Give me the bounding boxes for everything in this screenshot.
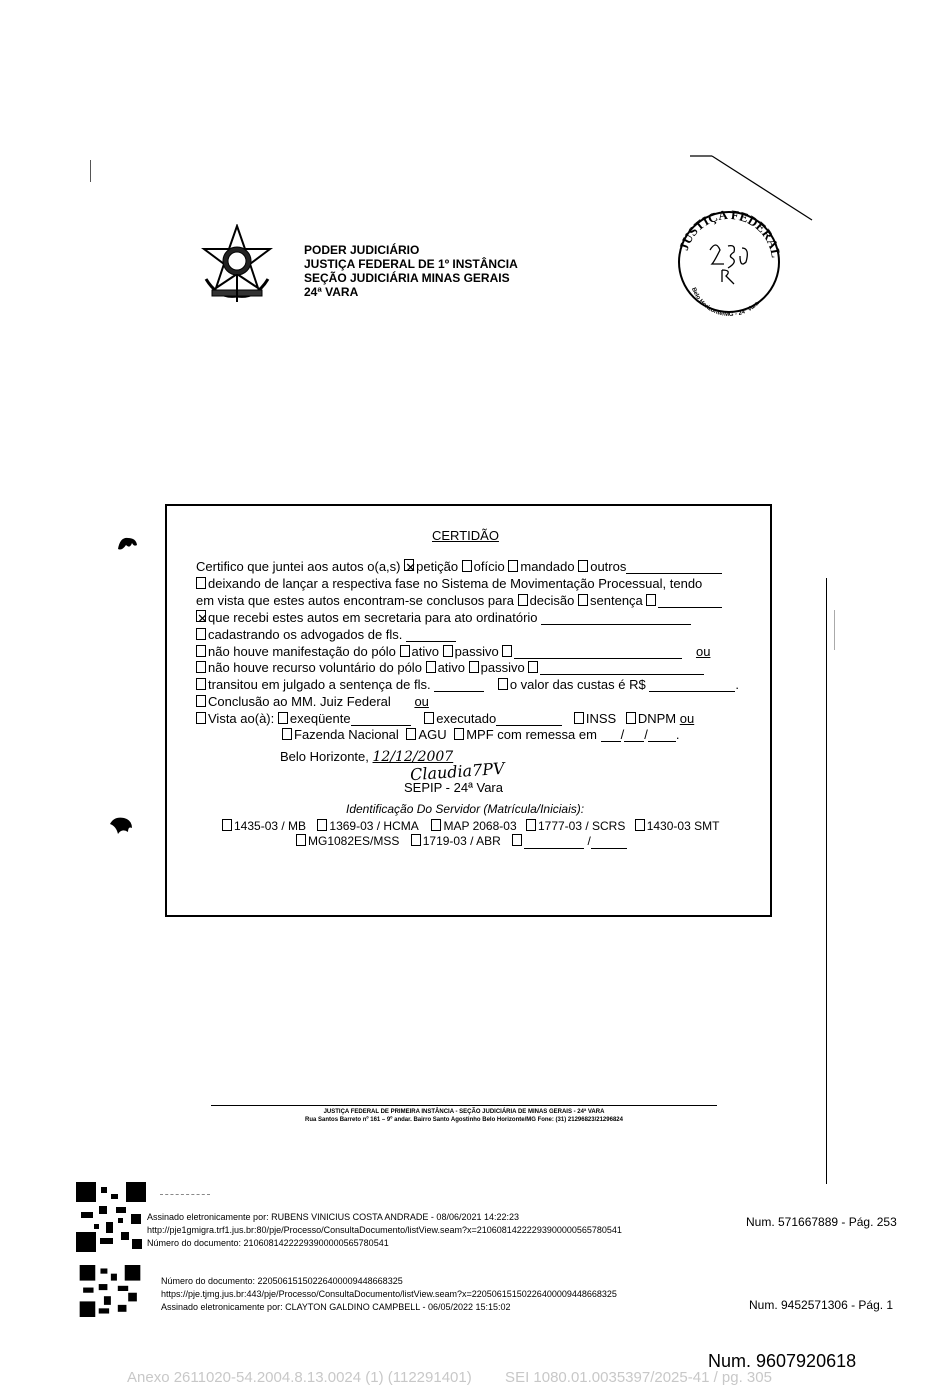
- sig2-line-3: Assinado eletronicamente por: CLAYTON GALDINO CAMPBELL - 06/05/2022 15:15:02: [161, 1302, 511, 1312]
- sig1-page-number: Num. 571667889 - Pág. 253: [746, 1215, 897, 1229]
- footer-rule: [211, 1105, 717, 1106]
- checkbox-ato-ordinatorio[interactable]: ✕: [197, 611, 208, 626]
- ou-label: ou: [695, 644, 711, 659]
- certidao-line-6: não houve manifestação do pólo ativo passivo ou: [196, 644, 710, 659]
- hole-punch-mark-2: [108, 816, 134, 836]
- checkbox-outros[interactable]: [578, 560, 588, 572]
- checkbox-map2068[interactable]: [431, 819, 441, 831]
- checkbox-agu[interactable]: [406, 728, 416, 740]
- court-footer: [200, 1108, 728, 1124]
- signature-block-2: [161, 1275, 617, 1314]
- checkbox-valor-custas[interactable]: [498, 678, 508, 690]
- header-line-4: 24ª VARA: [304, 285, 359, 299]
- checkbox-passivo-2[interactable]: [469, 661, 479, 673]
- certidao-title: CERTIDÃO: [432, 528, 499, 543]
- checkbox-peticao[interactable]: ✕: [405, 560, 417, 575]
- ident-row-1: 1435-03 / MB 1369-03 / HCMA MAP 2068-03 1777-03 / SCRS 1430-03 SMT: [222, 819, 719, 834]
- checkbox-1369[interactable]: [317, 819, 327, 831]
- ident-row-2: MG1082ES/MSS 1719-03 / ABR /: [296, 834, 627, 849]
- checkbox-other[interactable]: [646, 594, 656, 606]
- sig1-line-1: Assinado eletronicamente por: RUBENS VINICIUS COSTA ANDRADE - 08/06/2021 14:22:23: [147, 1212, 520, 1222]
- document-number: Num. 9607920618: [708, 1351, 857, 1371]
- header-line-2: JUSTIÇA FEDERAL DE 1º INSTÂNCIA: [304, 257, 518, 271]
- checkbox-ativo-2[interactable]: [426, 661, 436, 673]
- checkbox-other-1[interactable]: [502, 645, 512, 657]
- checkbox-passivo-1[interactable]: [443, 645, 453, 657]
- checkbox-executado[interactable]: [424, 712, 434, 724]
- handwritten-date: 12/12/2007: [372, 749, 454, 765]
- checkbox-nao-houve-recurso[interactable]: [196, 661, 206, 673]
- checkbox-deixando[interactable]: [196, 577, 206, 589]
- checkbox-exequente[interactable]: [278, 712, 288, 724]
- signature-block-1: [147, 1211, 622, 1250]
- checkbox-conclusao[interactable]: [196, 695, 206, 707]
- checkbox-dnpm[interactable]: [626, 712, 636, 724]
- sepip-label: SEPIP - 24ª Vara: [404, 780, 503, 795]
- checkbox-inss[interactable]: [574, 712, 584, 724]
- ou-label: ou: [679, 711, 695, 726]
- ou-label: ou: [414, 694, 429, 709]
- checkbox-nao-houve-manifestacao[interactable]: [196, 645, 206, 657]
- checkbox-mg1082[interactable]: [296, 834, 306, 846]
- checkbox-other-ident[interactable]: [512, 834, 522, 846]
- checkbox-mpf[interactable]: [454, 728, 464, 740]
- certidao-line-3: em vista que estes autos encontram-se conclusos para decisão sentença: [196, 593, 722, 608]
- qr-code-2: [78, 1265, 142, 1317]
- checkbox-vista[interactable]: [196, 712, 206, 724]
- brasao-emblem: [198, 224, 276, 304]
- sig2-url[interactable]: https://pje.tjmg.jus.br:443/pje/Processo/ConsultaDocumento/listView.seam?x=22050615150226400009448668325: [161, 1289, 617, 1299]
- checkbox-1430[interactable]: [635, 819, 645, 831]
- svg-text:JUSTIÇA FEDERAL: JUSTIÇA FEDERAL: [675, 206, 784, 259]
- footer-line-1: JUSTIÇA FEDERAL DE PRIMEIRA INSTÂNCIA - SEÇÃO JUDICIÁRIA DE MINAS GERAIS - 24ª VARA: [323, 1109, 605, 1115]
- checkbox-transitou[interactable]: [196, 678, 206, 690]
- court-header: [304, 243, 518, 299]
- margin-line: [826, 578, 827, 1184]
- sig1-url[interactable]: http://pje1gmigra.trf1.jus.br:80/pje/Processo/ConsultaDocumento/listView.seam?x=21060814222293900000565780541: [147, 1225, 622, 1235]
- watermark-footer: Anexo 2611020-54.2004.8.13.0024 (1) (112291401) SEI 1080.01.0035397/2025-41 / pg. 305: [127, 1369, 772, 1386]
- margin-line-faint: [834, 610, 835, 650]
- justica-federal-stamp: [672, 150, 822, 330]
- checkbox-other-2[interactable]: [528, 661, 538, 673]
- checkbox-ativo-1[interactable]: [400, 645, 410, 657]
- svg-text:Belo Horizonte/MG - 24ª Vara: Belo Horizonte/MG - 24ª Vara: [690, 286, 761, 319]
- footer-line-2: Rua Santos Barreto nº 161 – 9º andar. Bairro Santo Agostinho Belo Horizonte/MG Fone: (31) 21296823/21296824: [305, 1117, 623, 1123]
- certidao-line-1: Certifico que juntei aos autos o(a,s) ✕petição ofício mandado outros: [196, 559, 722, 574]
- city-label: Belo Horizonte,: [280, 749, 369, 764]
- checkbox-cadastrando[interactable]: [196, 628, 206, 640]
- certidao-line-9: Conclusão ao MM. Juiz Federal ou: [196, 694, 429, 709]
- checkbox-decisao[interactable]: [518, 594, 528, 606]
- checkbox-mandado[interactable]: [508, 560, 518, 572]
- qr-code-1: [76, 1182, 146, 1252]
- signature: Claudia7PV: [409, 758, 506, 785]
- certidao-line-4: ✕que recebi estes autos em secretaria para ato ordinatório: [196, 610, 691, 625]
- certidao-line-11: Fazenda Nacional AGU MPF com remessa em / / .: [282, 727, 679, 742]
- checkbox-sentenca[interactable]: [578, 594, 588, 606]
- sig2-page-number: Num. 9452571306 - Pág. 1: [749, 1298, 894, 1312]
- hole-punch-mark-1: [116, 535, 138, 555]
- certidao-line-7: não houve recurso voluntário do pólo ativo passivo: [196, 660, 704, 675]
- sig1-rule: [160, 1194, 210, 1195]
- certidao-line-5: cadastrando os advogados de fls.: [196, 627, 456, 642]
- date-line: [280, 749, 453, 765]
- checkbox-fazenda[interactable]: [282, 728, 292, 740]
- checkbox-1777[interactable]: [526, 819, 536, 831]
- identificacao-title: Identificação Do Servidor (Matrícula/Iniciais):: [346, 802, 585, 816]
- certidao-line-10: Vista ao(à): exeqüente executado INSS DNPM ou: [196, 711, 694, 726]
- checkbox-1719[interactable]: [411, 834, 421, 846]
- checkbox-oficio[interactable]: [462, 560, 472, 572]
- checkbox-1435[interactable]: [222, 819, 232, 831]
- header-line-1: PODER JUDICIÁRIO: [304, 243, 420, 257]
- certidao-line-2: deixando de lançar a respectiva fase no Sistema de Movimentação Processual, tendo: [196, 576, 702, 591]
- certidao-line-8: transitou em julgado a sentença de fls. o valor das custas é R$ .: [196, 677, 739, 692]
- scan-mark: [90, 160, 91, 182]
- header-line-3: SEÇÃO JUDICIÁRIA MINAS GERAIS: [304, 271, 510, 285]
- sig1-doc-number: Número do documento: 21060814222293900000565780541: [147, 1238, 389, 1248]
- sig2-doc-number: Número do documento: 22050615150226400009448668325: [161, 1276, 403, 1286]
